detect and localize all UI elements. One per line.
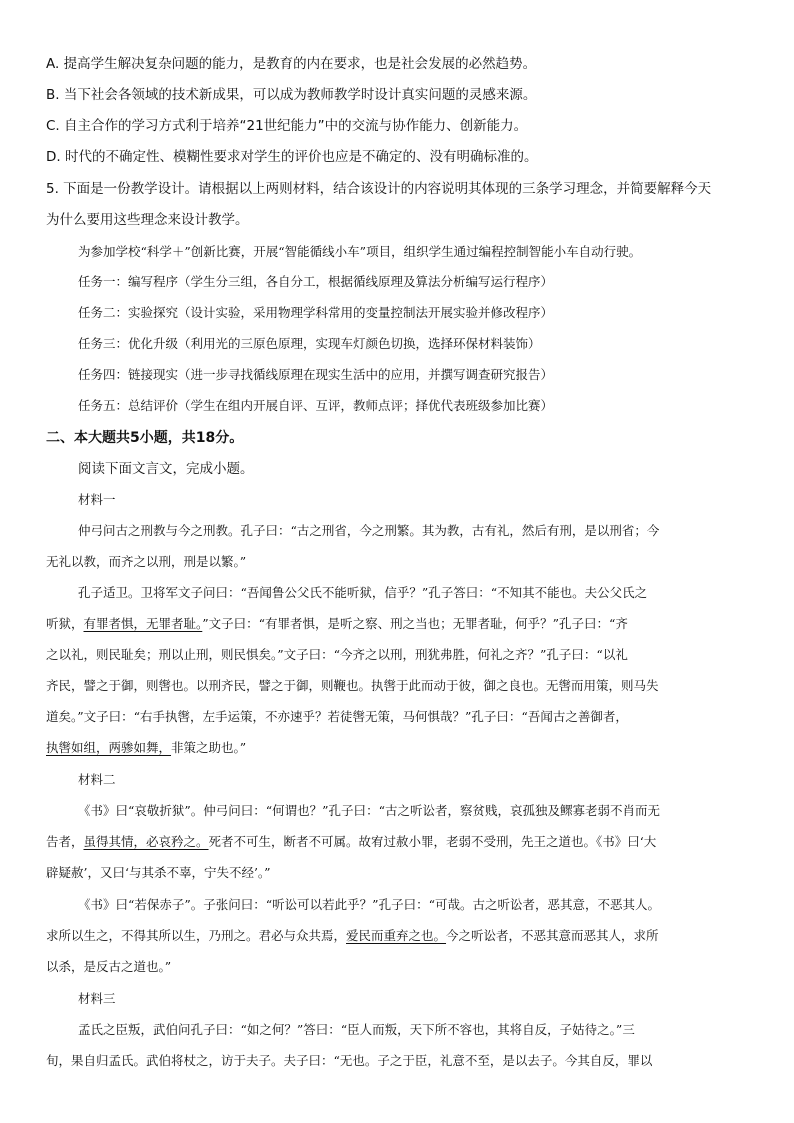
material-1-p2-line-4: 齐民，譬之于御，则辔也。以刑齐民，譬之于御，则鞭也。执辔于此而动于彼，御之良也。无辔而用策，则马失	[46, 678, 659, 693]
text-run: 听狱，	[46, 616, 84, 631]
underlined-sentence: 执辔如组，两骖如舞，	[46, 740, 172, 755]
underlined-sentence: 有罪者惧，无罪者耻。	[83, 616, 203, 631]
text-run: 非策之助也。”	[171, 740, 247, 755]
underlined-sentence: 爱民而重弃之也。	[346, 928, 447, 943]
design-task-2: 任务二：实验探究（设计实验，采用物理学科常用的变量控制法开展实验并修改程序）	[78, 305, 554, 320]
design-task-5: 任务五：总结评价（学生在组内开展自评、互评，教师点评；择优代表班级参加比赛）	[78, 398, 554, 413]
material-3-p1-line-2: 旬，果自归孟氏。武伯将杖之，访于夫子。夫子曰：“无也。子之于臣，礼意不至，是以去子。今其自反，罪以	[46, 1053, 653, 1068]
section-2-instruction: 阅读下面文言文，完成小题。	[78, 461, 254, 477]
material-3-p1-line-1: 孟氏之臣叛，武伯问孔子曰：“如之何？”答曰：“臣人而叛，天下所不容也，其将自反，子姑待之。”三	[78, 1022, 635, 1037]
material-2-p2-line-1: 《书》曰“若保赤子”。子张问曰：“听讼可以若此乎？”孔子曰：“可哉。古之听讼者，恶其意，不恶其人。	[78, 897, 660, 912]
section-2-heading: 二、本大题共5小题，共18分。	[46, 430, 244, 446]
text-run: 今之听讼者，不恶其意而恶其人，求所	[446, 928, 659, 943]
text-run: 告者，	[46, 834, 84, 849]
material-1-p2-line-3: 之以礼，则民耻矣；刑以止刑，则民惧矣。”文子曰：“今齐之以刑，刑犹弗胜，何礼之齐？”孔子曰：“以礼	[46, 647, 628, 662]
question-5-line-1: 5. 下面是一份教学设计。请根据以上两则材料，结合该设计的内容说明其体现的三条学习理念，并简要解释今天	[46, 181, 712, 197]
text-run: 求所以生之，不得其所以生，乃刑之。君必与众共焉，	[46, 928, 347, 943]
material-2-p2-line-2	[46, 924, 659, 948]
material-2-p1-line-3: 辟疑赦’，又曰‘与其杀不辜，宁失不经’。”	[46, 865, 271, 880]
text-run: ”文子曰：“有罪者惧，是听之察、刑之当也；无罪者耻，何乎？”孔子曰：“齐	[202, 616, 628, 631]
material-1-p2-line-6	[46, 736, 246, 760]
design-intro: 为参加学校“科学＋”创新比赛，开展“智能循线小车”项目，组织学生通过编程控制智能小车自动行驶。	[78, 244, 642, 259]
material-1-p1-line-2: 无礼以教，而齐之以刑，刑是以繁。”	[46, 554, 247, 569]
material-1-p2-line-5: 道矣。”文子曰：“右手执辔，左手运策，不亦速乎？若徒辔无策，马何惧哉？”孔子曰：“吾闻古之善御者，	[46, 709, 628, 724]
material-1-label: 材料一	[78, 492, 116, 507]
option-d: D. 时代的不确定性、模糊性要求对学生的评价也应是不确定的、没有明确标准的。	[46, 149, 538, 165]
question-5-line-2: 为什么要用这些理念来设计教学。	[46, 212, 249, 228]
material-1-p2-line-2	[46, 612, 628, 636]
material-2-p1-line-2	[46, 830, 656, 854]
material-2-p1-line-1: 《书》曰“哀敬折狱”。仲弓问曰：“何谓也？”孔子曰：“古之听讼者，察贫贱，哀孤独及鳏寡老弱不肖而无	[78, 803, 660, 818]
design-task-3: 任务三：优化升级（利用光的三原色原理，实现车灯颜色切换，选择环保材料装饰）	[78, 336, 541, 351]
material-1-p1-line-1: 仲弓问古之刑教与今之刑教。孔子曰：“古之刑省，今之刑繁。其为教，古有礼，然后有刑，是以刑省；今	[78, 523, 660, 538]
option-b: B. 当下社会各领域的技术新成果，可以成为教师教学时设计真实问题的灵感来源。	[46, 87, 537, 103]
text-run: 死者不可生，断者不可属。故宥过赦小罪，老弱不受刑，先王之道也。《书》曰‘大	[208, 834, 657, 849]
underlined-sentence: 虽得其情，必哀矜之。	[83, 834, 209, 849]
material-2-p2-line-3: 以杀，是反古之道也。”	[46, 959, 172, 974]
material-2-label: 材料二	[78, 772, 116, 787]
design-task-4: 任务四：链接现实（进一步寻找循线原理在现实生活中的应用，并撰写调查研究报告）	[78, 367, 554, 382]
material-1-p2-line-1: 孔子适卫。卫将军文子问曰：“吾闻鲁公父氏不能听狱，信乎？”孔子答曰：“不知其不能也。夫公父氏之	[78, 585, 648, 600]
material-3-label: 材料三	[78, 991, 116, 1006]
option-a: A. 提高学生解决复杂问题的能力，是教育的内在要求，也是社会发展的必然趋势。	[46, 56, 537, 72]
option-c: C. 自主合作的学习方式利于培养“21世纪能力”中的交流与协作能力、创新能力。	[46, 118, 528, 134]
design-task-1: 任务一：编写程序（学生分三组，各自分工，根据循线原理及算法分析编写运行程序）	[78, 274, 554, 289]
